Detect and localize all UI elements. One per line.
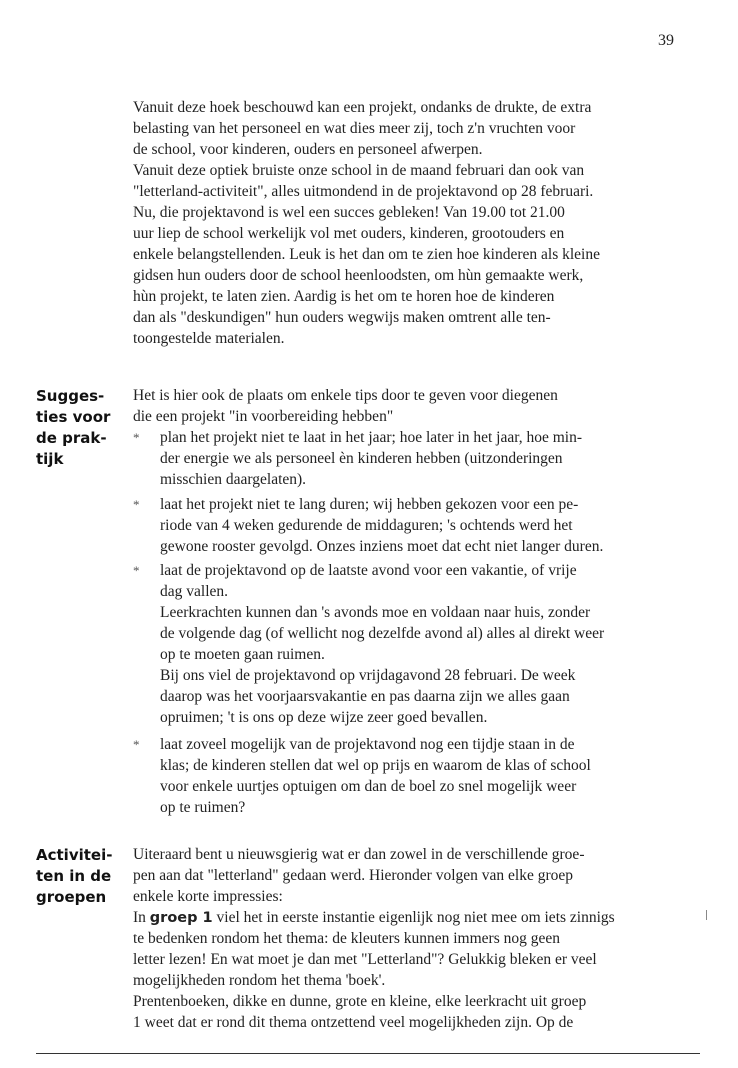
text-line: 1 weet dat er rond dit thema ontzettend veel mogelijkheden zijn. Op de <box>133 1014 574 1031</box>
text-line: daarop was het voorjaarsvakantie en pas daarna zijn we alles gaan <box>160 688 570 705</box>
text-line: der energie we als personeel èn kinderen hebben (uitzonderingen <box>160 450 563 467</box>
text-line: pen aan dat "letterland" gedaan werd. Hieronder volgen van elke groep <box>133 867 574 884</box>
groep-label: groep 1 <box>149 910 213 926</box>
bullet-marker: * <box>133 563 140 578</box>
bullet-marker: * <box>133 737 140 752</box>
text-line: dag vallen. <box>160 583 229 600</box>
text-line: laat zoveel mogelijk van de projektavond nog een tijdje staan in de <box>160 736 575 753</box>
text-line: enkele korte impressies: <box>133 888 283 905</box>
text-line: de school, voor kinderen, ouders en personeel afwerpen. <box>133 141 483 158</box>
text-line: voor enkele uurtjes optuigen om dan de boel zo snel mogelijk weer <box>160 778 577 795</box>
text-line: misschien daargelaten). <box>160 471 307 488</box>
text-line: Het is hier ook de plaats om enkele tips door te geven voor diegenen <box>133 387 558 404</box>
groep-prefix: In <box>133 909 150 926</box>
text-line: Nu, die projektavond is wel een succes gebleken! Van 19.00 tot 21.00 <box>133 204 565 221</box>
margin-heading-line: de prak- <box>36 429 107 447</box>
text-line: plan het projekt niet te laat in het jaar; hoe later in het jaar, hoe min- <box>160 429 583 446</box>
text-line: Vanuit deze optiek bruiste onze school in de maand februari dan ook van <box>133 162 585 179</box>
text-line: gidsen hun ouders door de school heenloodsten, om hùn gemaakte werk, <box>133 267 584 284</box>
text-line: riode van 4 weken gedurende de middaguren; 's ochtends werd het <box>160 517 573 534</box>
text-line: enkele belangstellenden. Leuk is het dan om te zien hoe kinderen als kleine <box>133 246 600 263</box>
bullet-marker: * <box>133 497 140 512</box>
margin-heading-line: ten in de <box>36 867 112 885</box>
text-line: belasting van het personeel en wat dies meer zij, toch z'n vruchten voor <box>133 120 576 137</box>
margin-heading-line: groepen <box>36 888 107 906</box>
text-line: laat de projektavond op de laatste avond voor een vakantie, of vrije <box>160 562 577 579</box>
margin-heading-line: ties voor <box>36 408 111 426</box>
text-line: de volgende dag (of wellicht nog dezelfde avond al) alles al direkt weer <box>160 625 605 642</box>
text-line: op te ruimen? <box>160 799 246 816</box>
text-line: op te moeten gaan ruimen. <box>160 646 325 663</box>
text-line: Leerkrachten kunnen dan 's avonds moe en voldaan naar huis, zonder <box>160 604 591 621</box>
text-line: toongestelde materialen. <box>133 330 285 347</box>
margin-heading-line: Activitei- <box>36 846 113 864</box>
bottom-rule <box>36 1053 700 1054</box>
text-line: Uiteraard bent u nieuwsgierig wat er dan zowel in de verschillende groe- <box>133 846 585 863</box>
margin-heading-line: Sugges- <box>36 387 105 405</box>
text-line: Bij ons viel de projektavond op vrijdagavond 28 februari. De week <box>160 667 576 684</box>
text-line: Prentenboeken, dikke en dunne, grote en kleine, elke leerkracht uit groep <box>133 993 587 1010</box>
groep-line-rest: viel het in eerste instantie eigenlijk nog niet mee om iets zinnigs <box>216 909 615 926</box>
text-line: die een projekt "in voorbereiding hebben" <box>133 408 394 425</box>
text-line: laat het projekt niet te lang duren; wij hebben gekozen voor een pe- <box>160 496 579 513</box>
text-line: klas; de kinderen stellen dat wel op prijs en waarom de klas of school <box>160 757 591 774</box>
text-line: te bedenken rondom het thema: de kleuters kunnen immers nog geen <box>133 930 560 947</box>
text-line: opruimen; 't is ons op deze wijze zeer goed bevallen. <box>160 709 488 726</box>
text-line: uur liep de school werkelijk vol met ouders, kinderen, grootouders en <box>133 225 565 242</box>
margin-mark <box>706 910 707 920</box>
text-line: gewone rooster gevolgd. Onzes inziens moet dat echt niet langer duren. <box>160 538 604 555</box>
page-number: 39 <box>658 32 674 49</box>
text-line: mogelijkheden rondom het thema 'boek'. <box>133 972 386 989</box>
text-line: hùn projekt, te laten zien. Aardig is het om te horen hoe de kinderen <box>133 288 555 305</box>
groep-1-line <box>133 908 693 928</box>
margin-heading-line: tijk <box>36 450 64 468</box>
text-line: letter lezen! En wat moet je dan met "Letterland"? Gelukkig bleken er veel <box>133 951 597 968</box>
bullet-marker: * <box>133 430 140 445</box>
text-line: dan als "deskundigen" hun ouders wegwijs maken omtrent alle ten- <box>133 309 551 326</box>
text-line: Vanuit deze hoek beschouwd kan een projekt, ondanks de drukte, de extra <box>133 99 592 116</box>
text-line: "letterland-activiteit", alles uitmondend in de projektavond op 28 februari. <box>133 183 594 200</box>
